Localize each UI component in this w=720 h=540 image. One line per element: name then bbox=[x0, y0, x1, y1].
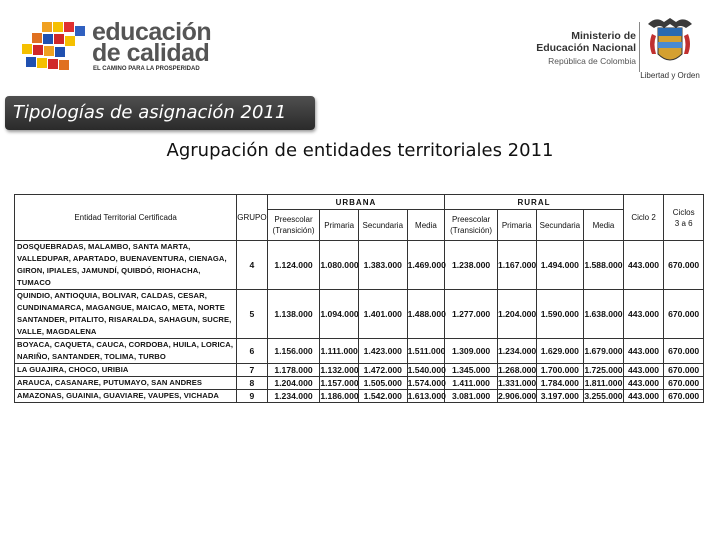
value-cell: 1.472.000 bbox=[358, 364, 407, 377]
header-ciclo2: Ciclo 2 bbox=[623, 195, 664, 241]
group-cell: 8 bbox=[237, 377, 267, 390]
value-cell: 1.204.000 bbox=[267, 377, 320, 390]
header-urban-primaria: Primaria bbox=[320, 210, 359, 241]
value-cell: 1.725.000 bbox=[584, 365, 623, 375]
value-cell: 1.309.000 bbox=[445, 339, 498, 364]
table-row bbox=[15, 241, 704, 290]
value-cell: 2.906.000 bbox=[497, 391, 537, 401]
allocation-table bbox=[14, 194, 704, 403]
value-cell: 1.094.000 bbox=[320, 290, 359, 339]
logo-tagline: EL CAMINO PARA LA PROSPERIDAD bbox=[93, 66, 200, 72]
value-cell: 3.197.000 bbox=[536, 390, 584, 403]
value-cell: 1.811.000 bbox=[584, 378, 623, 388]
value-cell: 670.000 bbox=[664, 339, 704, 364]
value-cell: 1.111.000 bbox=[320, 339, 359, 364]
value-cell: 1.540.000 bbox=[407, 365, 446, 375]
logo-line-2: de calidad bbox=[92, 39, 210, 67]
value-cell: 670.000 bbox=[664, 390, 704, 403]
table-row bbox=[15, 377, 704, 390]
value-cell: 1.542.000 bbox=[358, 390, 407, 403]
value-cell: 1.156.000 bbox=[267, 339, 320, 364]
prescolar-label: Preescolar bbox=[274, 215, 313, 224]
value-cell: 443.000 bbox=[623, 339, 664, 364]
header-rural-primaria: Primaria bbox=[497, 210, 536, 241]
value-cell: 1.613.000 bbox=[407, 391, 446, 401]
value-cell: 1.157.000 bbox=[320, 378, 359, 388]
transicion-label: (Transición) bbox=[272, 226, 315, 235]
header-rural-prescolar bbox=[445, 210, 498, 241]
value-cell: 1.494.000 bbox=[536, 241, 584, 290]
title-banner bbox=[5, 96, 315, 130]
header-rural-media: Media bbox=[584, 210, 624, 241]
entity-cell: ARAUCA, CASANARE, PUTUMAYO, SAN ANDRES bbox=[15, 377, 237, 390]
header-ciclos-line1: Ciclos bbox=[672, 207, 695, 217]
colored-cubes-icon bbox=[22, 22, 86, 74]
value-cell: 1.124.000 bbox=[267, 241, 320, 290]
value-cell: 670.000 bbox=[664, 364, 704, 377]
page-title: Tipologías de asignación 2011 bbox=[13, 102, 287, 123]
value-cell: 1.590.000 bbox=[536, 290, 584, 339]
value-cell: 1.423.000 bbox=[358, 339, 407, 364]
value-cell: 1.411.000 bbox=[445, 377, 498, 390]
motto-text: Libertad y Orden bbox=[640, 71, 700, 80]
table-row bbox=[15, 364, 704, 377]
value-cell: 1.401.000 bbox=[358, 290, 407, 339]
entity-cell: AMAZONAS, GUAINIA, GUAVIARE, VAUPES, VICHADA bbox=[15, 390, 237, 403]
header-divider bbox=[639, 22, 640, 72]
value-cell: 3.081.000 bbox=[445, 390, 498, 403]
ministry-line-2: Educación Nacional bbox=[536, 42, 636, 54]
value-cell: 1.268.000 bbox=[497, 365, 537, 375]
header-urban-media: Media bbox=[407, 210, 445, 241]
value-cell: 1.204.000 bbox=[497, 290, 536, 339]
page-subtitle: Agrupación de entidades territoriales 2011 bbox=[166, 140, 554, 161]
prescolar-label: Preescolar bbox=[451, 215, 491, 224]
value-cell: 443.000 bbox=[623, 377, 664, 390]
value-cell: 1.234.000 bbox=[497, 339, 536, 364]
value-cell: 1.383.000 bbox=[358, 241, 407, 290]
group-cell: 4 bbox=[237, 241, 267, 290]
header-rural: RURAL bbox=[445, 195, 624, 210]
header-urban-prescolar bbox=[267, 210, 320, 241]
value-cell: 1.505.000 bbox=[358, 377, 407, 390]
value-cell: 1.511.000 bbox=[407, 339, 445, 364]
table-header-row bbox=[15, 195, 704, 210]
value-cell: 443.000 bbox=[623, 364, 664, 377]
value-cell: 1.178.000 bbox=[267, 364, 320, 377]
ministry-line-3: República de Colombia bbox=[548, 56, 636, 66]
value-cell: 1.629.000 bbox=[536, 339, 584, 364]
value-cell: 443.000 bbox=[623, 241, 664, 290]
entity-cell: LA GUAJIRA, CHOCO, URIBIA bbox=[15, 364, 237, 377]
group-cell: 7 bbox=[237, 364, 267, 377]
value-cell: 1.700.000 bbox=[536, 364, 584, 377]
value-cell: 3.255.000 bbox=[584, 391, 623, 401]
group-cell: 9 bbox=[237, 390, 267, 403]
value-cell: 1.345.000 bbox=[445, 364, 498, 377]
value-cell: 1.132.000 bbox=[320, 365, 359, 375]
value-cell: 1.186.000 bbox=[320, 391, 359, 401]
educacion-de-calidad-logo bbox=[22, 18, 212, 78]
transicion-label: (Transición) bbox=[450, 226, 493, 235]
header-rural-secundaria: Secundaria bbox=[536, 210, 584, 241]
value-cell: 1.784.000 bbox=[536, 377, 584, 390]
group-cell: 5 bbox=[237, 290, 267, 339]
value-cell: 1.080.000 bbox=[320, 241, 359, 290]
header-ciclos bbox=[664, 195, 704, 241]
value-cell: 670.000 bbox=[664, 290, 704, 339]
value-cell: 443.000 bbox=[623, 390, 664, 403]
value-cell: 1.679.000 bbox=[584, 339, 624, 364]
entity-cell: DOSQUEBRADAS, MALAMBO, SANTA MARTA, VALLEDUPAR, APARTADO, BUENAVENTURA, CIENAGA, GIRON, IPIALES, JAMUNDÍ, QUIBDÓ, RIOHACHA, TUMACO bbox=[15, 241, 237, 290]
group-cell: 6 bbox=[237, 339, 267, 364]
value-cell: 670.000 bbox=[664, 377, 704, 390]
value-cell: 1.469.000 bbox=[407, 241, 445, 290]
value-cell: 1.238.000 bbox=[445, 241, 498, 290]
header-group: GRUPO bbox=[237, 195, 267, 241]
value-cell: 670.000 bbox=[664, 241, 704, 290]
value-cell: 1.277.000 bbox=[445, 290, 498, 339]
header-entity: Entidad Territorial Certificada bbox=[15, 195, 237, 241]
entity-cell: BOYACA, CAQUETA, CAUCA, CORDOBA, HUILA, LORICA, NARIÑO, SANTANDER, TOLIMA, TURBO bbox=[15, 339, 237, 364]
header-urban-secundaria: Secundaria bbox=[358, 210, 407, 241]
value-cell: 1.331.000 bbox=[497, 378, 537, 388]
value-cell: 1.588.000 bbox=[584, 241, 624, 290]
value-cell: 1.574.000 bbox=[407, 378, 446, 388]
ministry-label bbox=[526, 30, 636, 67]
entity-cell: QUINDIO, ANTIOQUIA, BOLIVAR, CALDAS, CESAR, CUNDINAMARCA, MAGANGUE, MAICAO, META, NORTE SANTANDER, PITALITO, RISARALDA, SAHAGUN, SUCRE, VALLE, MAGDALENA bbox=[15, 290, 237, 339]
value-cell: 1.138.000 bbox=[267, 290, 320, 339]
table-row bbox=[15, 290, 704, 339]
table-row bbox=[15, 339, 704, 364]
value-cell: 1.488.000 bbox=[407, 290, 445, 339]
ministry-line-1: Ministerio de bbox=[571, 30, 636, 42]
value-cell: 1.167.000 bbox=[497, 241, 536, 290]
header-urban: URBANA bbox=[267, 195, 445, 210]
header-ciclos-line2: 3 a 6 bbox=[674, 218, 693, 228]
logo-line-1: educación bbox=[92, 18, 212, 46]
value-cell: 443.000 bbox=[623, 290, 664, 339]
value-cell: 1.638.000 bbox=[584, 290, 624, 339]
table-row bbox=[15, 390, 704, 403]
value-cell: 1.234.000 bbox=[267, 390, 320, 403]
